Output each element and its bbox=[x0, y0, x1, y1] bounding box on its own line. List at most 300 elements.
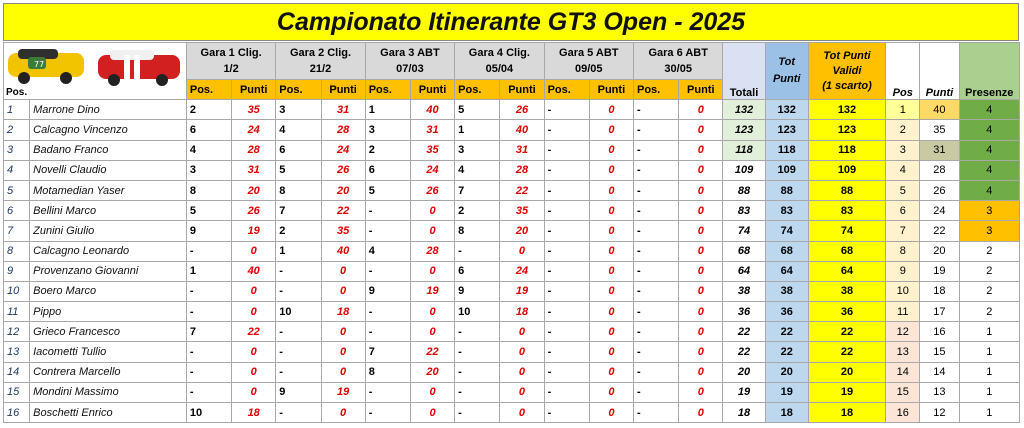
tot-punti-validi-value: 118 bbox=[808, 140, 885, 160]
race-1-position: 6 bbox=[186, 120, 231, 140]
race-5-position: - bbox=[544, 140, 589, 160]
race-1-points: 40 bbox=[232, 261, 276, 281]
race-4-position: - bbox=[455, 403, 500, 423]
race-4-points: 0 bbox=[500, 322, 544, 342]
race-5-points: 0 bbox=[589, 302, 633, 322]
race-4-position: - bbox=[455, 382, 500, 402]
presenze-value: 4 bbox=[959, 140, 1019, 160]
race-2-position: - bbox=[276, 322, 321, 342]
race-4-points: 0 bbox=[500, 382, 544, 402]
race-2-points: 40 bbox=[321, 241, 365, 261]
driver-name: Boero Marco bbox=[30, 281, 187, 301]
race-5-position: - bbox=[544, 180, 589, 200]
race-1-pos-label: Pos. bbox=[186, 80, 231, 100]
race-4-points: 26 bbox=[500, 100, 544, 120]
tot-punti-value: 36 bbox=[765, 302, 808, 322]
race-4-points: 0 bbox=[500, 342, 544, 362]
ranking-pos-value: 6 bbox=[886, 201, 920, 221]
race-1-points: 22 bbox=[232, 322, 276, 342]
race-5-points: 0 bbox=[589, 180, 633, 200]
presenze-value: 2 bbox=[959, 302, 1019, 322]
race-3-date: 07/03 bbox=[396, 63, 424, 75]
race-3-pos-label: Pos. bbox=[365, 80, 410, 100]
race-2-position: 9 bbox=[276, 382, 321, 402]
row-number: 3 bbox=[4, 140, 30, 160]
race-3-points-label: Punti bbox=[410, 80, 454, 100]
race-2-position: 7 bbox=[276, 201, 321, 221]
race-1-position: 5 bbox=[186, 201, 231, 221]
row-number: 6 bbox=[4, 201, 30, 221]
row-number: 8 bbox=[4, 241, 30, 261]
presenze-value: 2 bbox=[959, 241, 1019, 261]
pos-header: Pos bbox=[886, 43, 920, 100]
race-2-points: 20 bbox=[321, 180, 365, 200]
race-1-position: 10 bbox=[186, 403, 231, 423]
race-3-position: - bbox=[365, 221, 410, 241]
ranking-points-value: 17 bbox=[920, 302, 959, 322]
tot-punti-validi-value: 36 bbox=[808, 302, 885, 322]
race-3-position: - bbox=[365, 302, 410, 322]
race-1-points: 31 bbox=[232, 160, 276, 180]
race-6-points: 0 bbox=[679, 241, 723, 261]
tot-punti-value: 64 bbox=[765, 261, 808, 281]
race-1-points: 24 bbox=[232, 120, 276, 140]
race-1-points: 0 bbox=[232, 302, 276, 322]
totali-header: Totali bbox=[723, 43, 765, 100]
race-3-points: 0 bbox=[410, 221, 454, 241]
driver-name: Iacometti Tullio bbox=[30, 342, 187, 362]
tot-punti-value: 18 bbox=[765, 403, 808, 423]
ranking-pos-value: 10 bbox=[886, 281, 920, 301]
race-1-points: 35 bbox=[232, 100, 276, 120]
ranking-pos-value: 7 bbox=[886, 221, 920, 241]
race-3-position: 2 bbox=[365, 140, 410, 160]
race-5-points: 0 bbox=[589, 100, 633, 120]
ranking-pos-value: 11 bbox=[886, 302, 920, 322]
race-2-position: 2 bbox=[276, 221, 321, 241]
race-4-position: - bbox=[455, 322, 500, 342]
race-4-position: 3 bbox=[455, 140, 500, 160]
race-1-points: 0 bbox=[232, 382, 276, 402]
race-2-points: 18 bbox=[321, 302, 365, 322]
ranking-pos-value: 12 bbox=[886, 322, 920, 342]
race-6-points-label: Punti bbox=[679, 80, 723, 100]
race-5-position: - bbox=[544, 362, 589, 382]
tot-punti-value: 83 bbox=[765, 201, 808, 221]
race-5-position: - bbox=[544, 100, 589, 120]
tot-punti-value: 109 bbox=[765, 160, 808, 180]
totali-value: 64 bbox=[723, 261, 765, 281]
ranking-points-value: 18 bbox=[920, 281, 959, 301]
race-4-name: Gara 4 Clig. bbox=[468, 47, 530, 59]
race-1-position: - bbox=[186, 362, 231, 382]
race-6-position: - bbox=[633, 342, 678, 362]
race-6-points: 0 bbox=[679, 140, 723, 160]
race-6-points: 0 bbox=[679, 382, 723, 402]
race-2-position: 1 bbox=[276, 241, 321, 261]
race-2-points: 35 bbox=[321, 221, 365, 241]
race-4-position: 9 bbox=[455, 281, 500, 301]
race-6-position: - bbox=[633, 403, 678, 423]
tot-punti-validi-value: 74 bbox=[808, 221, 885, 241]
totali-value: 22 bbox=[723, 322, 765, 342]
race-5-points: 0 bbox=[589, 221, 633, 241]
tot-punti-validi-value: 109 bbox=[808, 160, 885, 180]
race-3-points: 20 bbox=[410, 362, 454, 382]
race-6-points: 0 bbox=[679, 281, 723, 301]
race-2-points: 31 bbox=[321, 100, 365, 120]
race-2-name: Gara 2 Clig. bbox=[289, 47, 352, 59]
race-2-position: - bbox=[276, 342, 321, 362]
race-6-position: - bbox=[633, 362, 678, 382]
race-2-position: - bbox=[276, 281, 321, 301]
presenze-value: 4 bbox=[959, 180, 1019, 200]
race-5-position: - bbox=[544, 342, 589, 362]
race-4-points: 31 bbox=[500, 140, 544, 160]
race-4-position: 8 bbox=[455, 221, 500, 241]
race-6-name: Gara 6 ABT bbox=[648, 47, 708, 59]
driver-name: Contrera Marcello bbox=[30, 362, 187, 382]
totali-value: 123 bbox=[723, 120, 765, 140]
race-6-position: - bbox=[633, 261, 678, 281]
race-5-header bbox=[544, 43, 633, 80]
race-5-position: - bbox=[544, 201, 589, 221]
tot-punti-value: 74 bbox=[765, 221, 808, 241]
race-6-points: 0 bbox=[679, 160, 723, 180]
driver-name: Boschetti Enrico bbox=[30, 403, 187, 423]
tot-punti-validi-value: 19 bbox=[808, 382, 885, 402]
totali-value: 20 bbox=[723, 362, 765, 382]
race-4-points: 19 bbox=[500, 281, 544, 301]
race-1-points: 28 bbox=[232, 140, 276, 160]
race-3-points: 0 bbox=[410, 201, 454, 221]
race-4-points: 0 bbox=[500, 362, 544, 382]
ranking-points-value: 35 bbox=[920, 120, 959, 140]
ranking-points-value: 31 bbox=[920, 140, 959, 160]
race-6-position: - bbox=[633, 382, 678, 402]
race-6-header bbox=[633, 43, 722, 80]
race-6-position: - bbox=[633, 160, 678, 180]
table-row bbox=[4, 382, 1020, 402]
race-2-position: - bbox=[276, 362, 321, 382]
race-1-position: 8 bbox=[186, 180, 231, 200]
race-3-points: 0 bbox=[410, 403, 454, 423]
race-6-position: - bbox=[633, 201, 678, 221]
tot-punti-validi-value: 38 bbox=[808, 281, 885, 301]
ranking-pos-value: 2 bbox=[886, 120, 920, 140]
tot-punti-value: 19 bbox=[765, 382, 808, 402]
row-number: 15 bbox=[4, 382, 30, 402]
table-row bbox=[4, 140, 1020, 160]
race-2-points-label: Punti bbox=[321, 80, 365, 100]
ranking-pos-value: 5 bbox=[886, 180, 920, 200]
driver-name: Bellini Marco bbox=[30, 201, 187, 221]
race-4-points: 35 bbox=[500, 201, 544, 221]
race-1-position: 4 bbox=[186, 140, 231, 160]
tot-punti-validi-value: 83 bbox=[808, 201, 885, 221]
tot-punti-validi-value: 64 bbox=[808, 261, 885, 281]
race-6-points: 0 bbox=[679, 261, 723, 281]
table-row bbox=[4, 362, 1020, 382]
race-3-points: 24 bbox=[410, 160, 454, 180]
tot-punti-value: 68 bbox=[765, 241, 808, 261]
ranking-pos-value: 9 bbox=[886, 261, 920, 281]
race-4-points: 20 bbox=[500, 221, 544, 241]
totali-value: 68 bbox=[723, 241, 765, 261]
ranking-points-value: 22 bbox=[920, 221, 959, 241]
validi-line-1: Tot Punti bbox=[823, 49, 871, 62]
tot-punti-value: 88 bbox=[765, 180, 808, 200]
ranking-points-value: 19 bbox=[920, 261, 959, 281]
svg-text:77: 77 bbox=[34, 60, 45, 69]
race-3-position: 4 bbox=[365, 241, 410, 261]
row-number: 4 bbox=[4, 160, 30, 180]
ranking-pos-value: 14 bbox=[886, 362, 920, 382]
race-4-points: 28 bbox=[500, 160, 544, 180]
race-2-position: - bbox=[276, 261, 321, 281]
race-3-position: 6 bbox=[365, 160, 410, 180]
race-2-position: 8 bbox=[276, 180, 321, 200]
race-5-position: - bbox=[544, 241, 589, 261]
race-2-points: 26 bbox=[321, 160, 365, 180]
race-6-position: - bbox=[633, 302, 678, 322]
row-number: 14 bbox=[4, 362, 30, 382]
race-6-points: 0 bbox=[679, 403, 723, 423]
race-2-points: 0 bbox=[321, 281, 365, 301]
presenze-header: Presenze bbox=[959, 43, 1019, 100]
totali-value: 36 bbox=[723, 302, 765, 322]
presenze-value: 1 bbox=[959, 322, 1019, 342]
race-1-points: 0 bbox=[232, 362, 276, 382]
race-3-points: 0 bbox=[410, 382, 454, 402]
race-2-position: 6 bbox=[276, 140, 321, 160]
race-5-position: - bbox=[544, 120, 589, 140]
tot-punti-validi-value: 68 bbox=[808, 241, 885, 261]
race-5-position: - bbox=[544, 322, 589, 342]
race-5-points: 0 bbox=[589, 160, 633, 180]
race-1-date: 1/2 bbox=[223, 63, 239, 75]
race-4-position: 1 bbox=[455, 120, 500, 140]
race-2-position: 10 bbox=[276, 302, 321, 322]
race-6-date: 30/05 bbox=[664, 63, 692, 75]
row-number: 10 bbox=[4, 281, 30, 301]
tot-punti-validi-value: 18 bbox=[808, 403, 885, 423]
ranking-pos-value: 13 bbox=[886, 342, 920, 362]
race-1-points: 18 bbox=[232, 403, 276, 423]
race-3-header bbox=[365, 43, 454, 80]
race-3-position: 8 bbox=[365, 362, 410, 382]
race-2-position: - bbox=[276, 403, 321, 423]
race-2-points: 0 bbox=[321, 362, 365, 382]
race-4-points: 0 bbox=[500, 403, 544, 423]
race-1-points: 0 bbox=[232, 342, 276, 362]
punti-header: Punti bbox=[920, 43, 959, 100]
race-6-position: - bbox=[633, 180, 678, 200]
totali-value: 83 bbox=[723, 201, 765, 221]
tot-punti-validi-value: 22 bbox=[808, 342, 885, 362]
totali-value: 22 bbox=[723, 342, 765, 362]
race-4-points: 24 bbox=[500, 261, 544, 281]
ranking-points-value: 26 bbox=[920, 180, 959, 200]
tot-punti-validi-value: 20 bbox=[808, 362, 885, 382]
race-6-points: 0 bbox=[679, 342, 723, 362]
row-number: 9 bbox=[4, 261, 30, 281]
race-1-points: 0 bbox=[232, 241, 276, 261]
table-row bbox=[4, 120, 1020, 140]
race-6-points: 0 bbox=[679, 180, 723, 200]
tot-punti-value: 22 bbox=[765, 322, 808, 342]
race-2-points: 24 bbox=[321, 140, 365, 160]
race-2-points: 22 bbox=[321, 201, 365, 221]
driver-name: Zunini Giulio bbox=[30, 221, 187, 241]
race-5-position: - bbox=[544, 382, 589, 402]
race-1-points: 20 bbox=[232, 180, 276, 200]
table-row bbox=[4, 322, 1020, 342]
ranking-pos-value: 8 bbox=[886, 241, 920, 261]
race-6-points: 0 bbox=[679, 221, 723, 241]
race-3-position: 7 bbox=[365, 342, 410, 362]
presenze-value: 2 bbox=[959, 261, 1019, 281]
ranking-pos-value: 15 bbox=[886, 382, 920, 402]
race-5-points: 0 bbox=[589, 281, 633, 301]
table-row bbox=[4, 241, 1020, 261]
race-3-points: 0 bbox=[410, 302, 454, 322]
totali-value: 19 bbox=[723, 382, 765, 402]
driver-name: Mondini Massimo bbox=[30, 382, 187, 402]
race-5-name: Gara 5 ABT bbox=[559, 47, 619, 59]
driver-name: Calcagno Vincenzo bbox=[30, 120, 187, 140]
race-3-position: 9 bbox=[365, 281, 410, 301]
race-4-points: 18 bbox=[500, 302, 544, 322]
presenze-value: 1 bbox=[959, 362, 1019, 382]
race-6-position: - bbox=[633, 100, 678, 120]
table-row bbox=[4, 261, 1020, 281]
race-3-points: 35 bbox=[410, 140, 454, 160]
ranking-points-value: 12 bbox=[920, 403, 959, 423]
race-4-position: 2 bbox=[455, 201, 500, 221]
race-5-points: 0 bbox=[589, 120, 633, 140]
driver-name: Motamedian Yaser bbox=[30, 180, 187, 200]
tot-punti-validi-value: 123 bbox=[808, 120, 885, 140]
presenze-value: 2 bbox=[959, 281, 1019, 301]
table-row bbox=[4, 302, 1020, 322]
race-3-position: - bbox=[365, 201, 410, 221]
race-1-position: 2 bbox=[186, 100, 231, 120]
race-3-points: 40 bbox=[410, 100, 454, 120]
driver-name: Marrone Dino bbox=[30, 100, 187, 120]
race-2-points: 19 bbox=[321, 382, 365, 402]
race-3-points: 28 bbox=[410, 241, 454, 261]
tot-punti-validi-value: 132 bbox=[808, 100, 885, 120]
race-cars-image bbox=[6, 45, 184, 89]
race-5-date: 09/05 bbox=[575, 63, 603, 75]
totali-value: 88 bbox=[723, 180, 765, 200]
race-2-position: 4 bbox=[276, 120, 321, 140]
race-3-points: 0 bbox=[410, 261, 454, 281]
race-2-points: 28 bbox=[321, 120, 365, 140]
race-4-position: 7 bbox=[455, 180, 500, 200]
row-number: 7 bbox=[4, 221, 30, 241]
race-6-points: 0 bbox=[679, 322, 723, 342]
race-4-position: - bbox=[455, 342, 500, 362]
race-1-points: 0 bbox=[232, 281, 276, 301]
race-1-points-label: Punti bbox=[232, 80, 276, 100]
race-5-points: 0 bbox=[589, 140, 633, 160]
race-5-points-label: Punti bbox=[589, 80, 633, 100]
driver-name: Badano Franco bbox=[30, 140, 187, 160]
race-5-points: 0 bbox=[589, 362, 633, 382]
cars-image-cell bbox=[4, 43, 187, 100]
race-1-position: - bbox=[186, 241, 231, 261]
row-number: 12 bbox=[4, 322, 30, 342]
race-5-points: 0 bbox=[589, 201, 633, 221]
race-4-header bbox=[455, 43, 544, 80]
ranking-points-value: 40 bbox=[920, 100, 959, 120]
ranking-points-value: 13 bbox=[920, 382, 959, 402]
row-number: 13 bbox=[4, 342, 30, 362]
presenze-value: 3 bbox=[959, 201, 1019, 221]
row-number: 11 bbox=[4, 302, 30, 322]
race-4-points: 22 bbox=[500, 180, 544, 200]
race-4-position: 10 bbox=[455, 302, 500, 322]
race-2-header bbox=[276, 43, 365, 80]
ranking-points-value: 16 bbox=[920, 322, 959, 342]
table-row bbox=[4, 100, 1020, 120]
race-1-position: 9 bbox=[186, 221, 231, 241]
totali-value: 118 bbox=[723, 140, 765, 160]
race-5-points: 0 bbox=[589, 382, 633, 402]
race-4-points: 0 bbox=[500, 241, 544, 261]
driver-name: Grieco Francesco bbox=[30, 322, 187, 342]
tot-punti-validi-value: 22 bbox=[808, 322, 885, 342]
race-1-points: 26 bbox=[232, 201, 276, 221]
tot-punti-value: 123 bbox=[765, 120, 808, 140]
tot-punti-value: 118 bbox=[765, 140, 808, 160]
race-3-points: 31 bbox=[410, 120, 454, 140]
race-4-date: 05/04 bbox=[485, 63, 514, 75]
race-4-position: 6 bbox=[455, 261, 500, 281]
race-1-position: - bbox=[186, 281, 231, 301]
race-1-position: 3 bbox=[186, 160, 231, 180]
race-4-position: - bbox=[455, 241, 500, 261]
race-5-pos-label: Pos. bbox=[544, 80, 589, 100]
race-1-position: - bbox=[186, 302, 231, 322]
totali-value: 132 bbox=[723, 100, 765, 120]
race-5-position: - bbox=[544, 261, 589, 281]
presenze-value: 4 bbox=[959, 160, 1019, 180]
race-6-position: - bbox=[633, 241, 678, 261]
race-3-position: 3 bbox=[365, 120, 410, 140]
race-3-position: 5 bbox=[365, 180, 410, 200]
race-4-points: 40 bbox=[500, 120, 544, 140]
race-4-pos-label: Pos. bbox=[455, 80, 500, 100]
presenze-value: 1 bbox=[959, 382, 1019, 402]
race-4-points-label: Punti bbox=[500, 80, 544, 100]
driver-name: Pippo bbox=[30, 302, 187, 322]
totali-value: 74 bbox=[723, 221, 765, 241]
championship-title: Campionato Itinerante GT3 Open - 2025 bbox=[276, 7, 746, 36]
race-5-points: 0 bbox=[589, 342, 633, 362]
race-4-position: 4 bbox=[455, 160, 500, 180]
tot-punti-validi-header bbox=[808, 43, 885, 100]
race-1-name: Gara 1 Clig. bbox=[200, 47, 262, 59]
race-5-points: 0 bbox=[589, 403, 633, 423]
race-5-position: - bbox=[544, 403, 589, 423]
race-5-position: - bbox=[544, 160, 589, 180]
driver-name: Calcagno Leonardo bbox=[30, 241, 187, 261]
table-row bbox=[4, 221, 1020, 241]
validi-line-3: (1 scarto) bbox=[822, 79, 872, 92]
